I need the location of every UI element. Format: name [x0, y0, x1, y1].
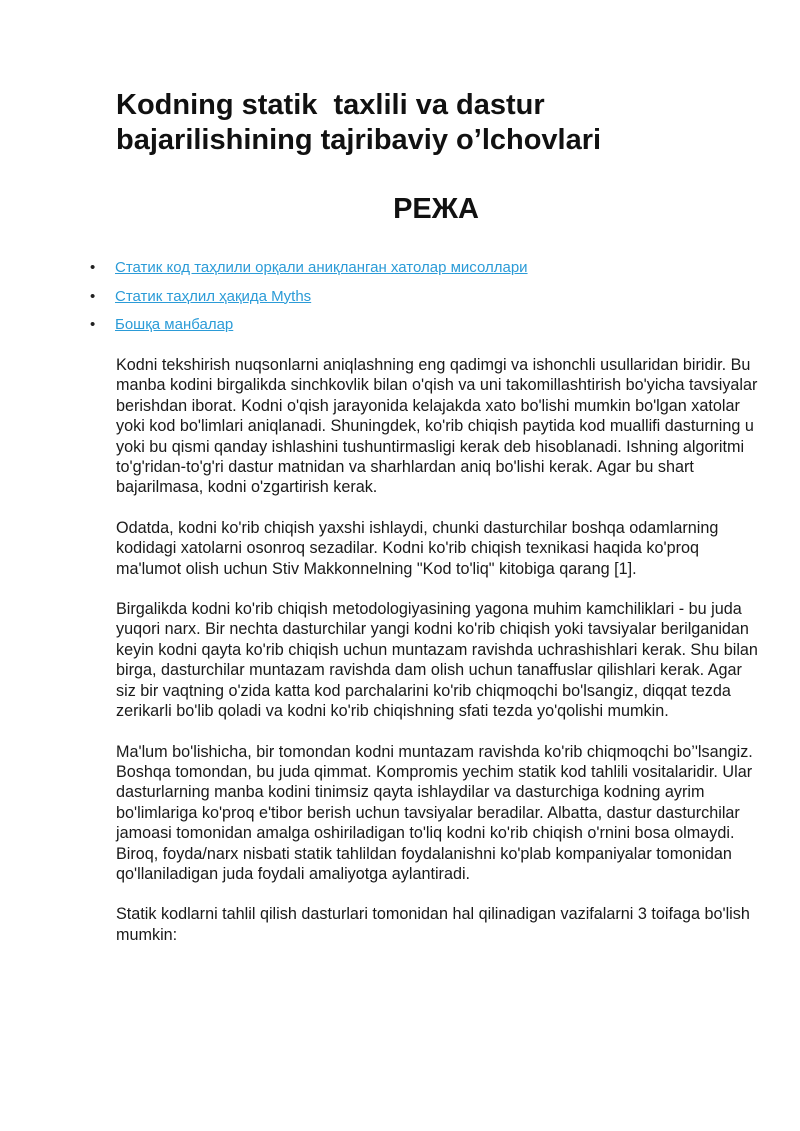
paragraph-code-review-intro: Kodni tekshirish nuqsonlarni aniqlashning eng qadimgi va ishonchli usullaridan biridir. Bu manba kodini birgalikda sinchkovlik bilan o'qish va uni takomillashtirish bo'yicha tavsiyalar berishdan iborat. Kodni o'qish jarayonida kelajakda xato bo'lishi mumkin bo'lgan xatolar yoki kod bo'limlari aniqlanadi. Shuningdek, ko'rib chiqish paytida kod muallifi dasturning u yoki bu qismi qanday ishlashini tushuntirmasligi kerak deb hisoblanadi. Ishning algoritmi to'g'ridan-to'g'ri dastur matnidan va sharhlardan aniq bo'lishi kerak. Agar bu shart bajarilmasa, kodni o'zgartirish kerak.	[116, 356, 758, 497]
bullet-icon: •	[90, 316, 96, 333]
toc-link-static-analysis-errors[interactable]: Статик код таҳлили орқали аниқланган хатолар мисоллари	[115, 259, 528, 276]
toc-item	[88, 287, 528, 316]
paragraph-code-review-effectiveness: Odatda, kodni ko'rib chiqish yaxshi ishlaydi, chunki dasturchilar boshqa odamlarning kodidagi xatolarni osonroq sezadilar. Kodni ko'rib chiqish texnikasi haqida ko'proq ma'lumot olish uchun Stiv Makkonnelning "Kod to'liq" kitobiga qarang [1].	[116, 518, 719, 578]
paragraph-code-review-cost: Birgalikda kodni ko'rib chiqish metodologiyasining yagona muhim kamchiliklari - bu juda yuqori narx. Bir nechta dasturchilar yangi kodni ko'rib chiqish yoki tavsiyalar berilganidan keyin kodni qayta ko'rib chiqish uchun muntazam ravishda uchrashishlari kerak. Shu bilan birga, dasturchilar muntazam ravishda dam olish uchun tanaffuslar qilishlari kerak. Agar siz bir vaqtning o'zida katta kod parchalarini ko'rib chiqmoqchi bo'lsangiz, diqqat tezda zerikarli bo'lib qoladi va kodni ko'rib chiqishning sfati tezda yo'qolishi mumkin.	[116, 600, 758, 721]
paragraph-static-analysis-compromise: Ma'lum bo'lishicha, bir tomondan kodni muntazam ravishda ko'rib chiqmoqchi bo’'lsangiz. Boshqa tomondan, bu juda qimmat. Kompromis yechim statik kod tahlili vositalaridir. Ular dasturlarning manba kodini tinimsiz qayta ishlaydilar va dasturchiga kodning ayrim bo'limlariga ko'proq e'tibor berish uchun tavsiyalar beradilar. Albatta, dastur dasturchilar jamoasi tomonidan amalga oshiriladigan to'liq kodni ko'rib chiqish o'rnini bosa olmaydi. Biroq, foyda/narx nisbati statik tahlildan foydalanishni ko'plab kompaniyalar tomonidan qo'llaniladigan juda foydali amaliyotga aylantiradi.	[116, 742, 753, 883]
toc-item	[88, 258, 528, 287]
table-of-contents	[88, 258, 528, 344]
toc-item	[88, 315, 528, 344]
bullet-icon: •	[90, 287, 96, 305]
toc-link-static-analysis-myths[interactable]: Статик таҳлил ҳақида Myths	[115, 287, 312, 305]
bullet-icon: •	[90, 259, 96, 276]
plan-heading: РЕЖА	[393, 193, 479, 225]
paragraph-static-analysis-tasks: Statik kodlarni tahlil qilish dasturlari tomonidan hal qilinadigan vazifalarni 3 toifaga bo'lish mumkin:	[116, 905, 750, 944]
document-body	[116, 355, 766, 965]
toc-link-other-sources[interactable]: Бошқа манбалар	[115, 316, 234, 333]
document-title: Kodning statik taxlili va dastur bajarilishining tajribaviy o’lchovlari	[116, 89, 602, 156]
